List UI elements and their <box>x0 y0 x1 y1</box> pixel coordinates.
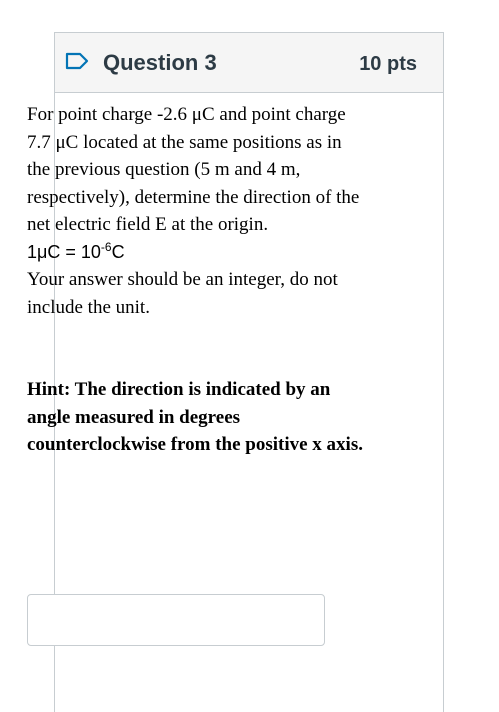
answer-input[interactable] <box>27 594 325 646</box>
question-title: Question 3 <box>103 50 217 75</box>
question-header <box>55 33 443 93</box>
answer-instruction: Your answer should be an integer, do not include the unit. <box>27 269 338 318</box>
unit-conversion <box>27 239 367 267</box>
conversion-prefix: 1μC = 10 <box>27 241 101 262</box>
question-points: 10 pts <box>359 53 417 75</box>
conversion-exponent: -6 <box>100 239 112 254</box>
question-body <box>27 101 367 459</box>
flag-icon[interactable] <box>65 52 89 70</box>
conversion-suffix: C <box>111 241 125 262</box>
question-text: For point charge -2.6 μC and point charge 7.7 μC located at the same positions as in the previous question (5 m and 4 m, respectively), determine the direction of the net electric field E at the origin. <box>27 104 360 235</box>
hint-text: Hint: The direction is indicated by an angle measured in degrees counterclockwise from the positive x axis. <box>27 379 363 455</box>
